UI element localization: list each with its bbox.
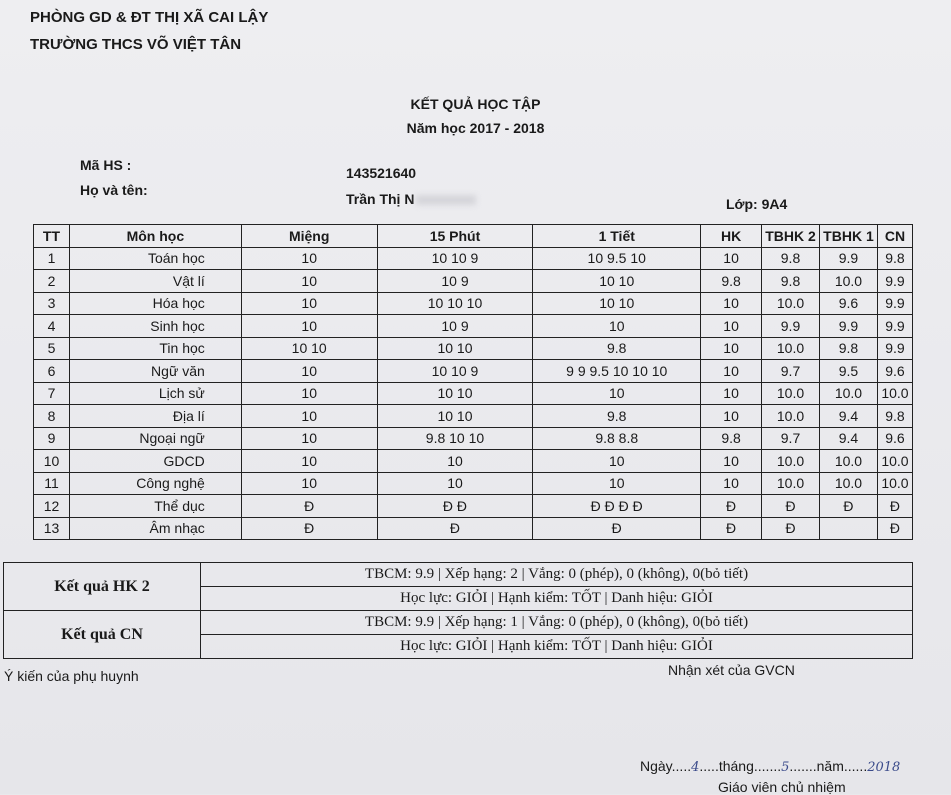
signature-date: Ngày.....4.....tháng.......5.......năm......2018 <box>640 758 901 775</box>
year-average: 9.9 <box>877 315 912 338</box>
semester-1-average: 10.0 <box>819 472 877 495</box>
table-row <box>34 360 913 383</box>
15-minute-scores: 10 10 9 <box>377 247 533 270</box>
semester-1-average: 10.0 <box>819 382 877 405</box>
1-period-scores: 9 9 9.5 10 10 10 <box>533 360 701 383</box>
semester-2-average: 10.0 <box>762 472 820 495</box>
semester-exam-score: 10 <box>701 360 762 383</box>
subject-name: Âm nhạc <box>69 517 241 540</box>
row-number: 3 <box>34 292 70 315</box>
oral-scores: 10 <box>241 247 377 270</box>
1-period-scores: 10 10 <box>533 270 701 293</box>
table-row <box>34 427 913 450</box>
row-number: 1 <box>34 247 70 270</box>
department-name: PHÒNG GD & ĐT THỊ XÃ CAI LẬY <box>30 9 269 26</box>
semester-1-average: 10.0 <box>819 270 877 293</box>
oral-scores: Đ <box>241 517 377 540</box>
student-id-label: Mã HS : <box>80 157 132 173</box>
date-day: 4 <box>691 760 700 775</box>
subject-name: Thể dục <box>69 495 241 518</box>
table-row <box>34 337 913 360</box>
oral-scores: 10 <box>241 292 377 315</box>
year-result-line1: TBCM: 9.9 | Xếp hạng: 1 | Vắng: 0 (phép), 0 (không), 0(bỏ tiết) <box>201 611 913 635</box>
table-row <box>34 315 913 338</box>
table-row <box>34 472 913 495</box>
15-minute-scores: 10 10 <box>377 337 533 360</box>
1-period-scores: 10 <box>533 472 701 495</box>
column-header: TT <box>34 225 70 248</box>
row-number: 12 <box>34 495 70 518</box>
oral-scores: 10 <box>241 382 377 405</box>
report-title: KẾT QUẢ HỌC TẬP <box>410 96 541 112</box>
subject-name: Tin học <box>69 337 241 360</box>
semester-1-average: Đ <box>819 495 877 518</box>
15-minute-scores: 10 10 10 <box>377 292 533 315</box>
column-header: TBHK 2 <box>762 225 820 248</box>
row-number: 6 <box>34 360 70 383</box>
subject-name: GDCD <box>69 450 241 473</box>
semester-exam-score: 10 <box>701 292 762 315</box>
oral-scores: 10 <box>241 472 377 495</box>
oral-scores: Đ <box>241 495 377 518</box>
year-average: 10.0 <box>877 472 912 495</box>
semester-1-average: 9.9 <box>819 247 877 270</box>
semester-2-average: 10.0 <box>762 405 820 428</box>
row-number: 9 <box>34 427 70 450</box>
year-average: Đ <box>877 517 912 540</box>
table-row <box>34 247 913 270</box>
semester-exam-score: 10 <box>701 315 762 338</box>
1-period-scores: 10 10 <box>533 292 701 315</box>
subject-name: Sinh học <box>69 315 241 338</box>
teacher-comment-label: Nhận xét của GVCN <box>668 662 795 678</box>
semester-2-average: 10.0 <box>762 450 820 473</box>
hk2-result-line1: TBCM: 9.9 | Xếp hạng: 2 | Vắng: 0 (phép), 0 (không), 0(bỏ tiết) <box>201 563 913 587</box>
parent-comment-label: Ý kiến của phụ huynh <box>4 668 139 684</box>
1-period-scores: Đ <box>533 517 701 540</box>
semester-exam-score: Đ <box>701 517 762 540</box>
year-result-line2: Học lực: GIỎI | Hạnh kiểm: TỐT | Danh hiệu: GIỎI <box>201 635 913 659</box>
subject-name: Công nghệ <box>69 472 241 495</box>
column-header: 1 Tiết <box>533 225 701 248</box>
table-row <box>34 405 913 428</box>
column-header: HK <box>701 225 762 248</box>
column-header: CN <box>877 225 912 248</box>
oral-scores: 10 <box>241 270 377 293</box>
student-name-value: Trần Thị N <box>346 191 476 207</box>
subject-name: Lịch sử <box>69 382 241 405</box>
semester-1-average: 9.6 <box>819 292 877 315</box>
15-minute-scores: 10 <box>377 450 533 473</box>
row-number: 8 <box>34 405 70 428</box>
1-period-scores: 9.8 <box>533 405 701 428</box>
oral-scores: 10 10 <box>241 337 377 360</box>
semester-2-average: 9.7 <box>762 360 820 383</box>
row-number: 11 <box>34 472 70 495</box>
semester-2-average: Đ <box>762 495 820 518</box>
semester-1-average: 10.0 <box>819 450 877 473</box>
year-average: 10.0 <box>877 382 912 405</box>
table-row <box>34 382 913 405</box>
subject-name: Địa lí <box>69 405 241 428</box>
oral-scores: 10 <box>241 427 377 450</box>
table-row <box>34 495 913 518</box>
year-average: 9.9 <box>877 292 912 315</box>
year-average: 9.9 <box>877 270 912 293</box>
1-period-scores: 9.8 8.8 <box>533 427 701 450</box>
semester-exam-score: 9.8 <box>701 427 762 450</box>
year-average: Đ <box>877 495 912 518</box>
subject-name: Ngữ văn <box>69 360 241 383</box>
15-minute-scores: 10 <box>377 472 533 495</box>
table-row <box>34 292 913 315</box>
student-id-value: 143521640 <box>346 165 417 181</box>
semester-1-average: 9.5 <box>819 360 877 383</box>
table-row <box>34 450 913 473</box>
hk2-result-line2: Học lực: GIỎI | Hạnh kiểm: TỐT | Danh hiệu: GIỎI <box>201 587 913 611</box>
row-number: 7 <box>34 382 70 405</box>
semester-2-average: 10.0 <box>762 382 820 405</box>
year-result-label: Kết quả CN <box>4 611 201 659</box>
grades-table <box>33 224 913 540</box>
oral-scores: 10 <box>241 315 377 338</box>
oral-scores: 10 <box>241 405 377 428</box>
1-period-scores: 10 <box>533 315 701 338</box>
semester-exam-score: 10 <box>701 382 762 405</box>
semester-1-average: 9.8 <box>819 337 877 360</box>
school-name: TRƯỜNG THCS VÕ VIỆT TÂN <box>30 36 242 53</box>
table-row <box>34 270 913 293</box>
column-header: 15 Phút <box>377 225 533 248</box>
subject-name: Toán học <box>69 247 241 270</box>
semester-1-average <box>819 517 877 540</box>
row-number: 4 <box>34 315 70 338</box>
class-value: 9A4 <box>761 196 788 212</box>
date-month: 5 <box>781 760 790 775</box>
oral-scores: 10 <box>241 450 377 473</box>
semester-2-average: Đ <box>762 517 820 540</box>
year-average: 9.6 <box>877 360 912 383</box>
semester-exam-score: 10 <box>701 405 762 428</box>
semester-1-average: 9.4 <box>819 427 877 450</box>
semester-exam-score: 10 <box>701 337 762 360</box>
semester-2-average: 10.0 <box>762 337 820 360</box>
column-header: TBHK 1 <box>819 225 877 248</box>
hk2-result-label: Kết quả HK 2 <box>4 563 201 611</box>
row-number: 10 <box>34 450 70 473</box>
1-period-scores: 10 <box>533 382 701 405</box>
semester-2-average: 9.8 <box>762 247 820 270</box>
table-header-row <box>34 225 913 248</box>
homeroom-teacher-label: Giáo viên chủ nhiệm <box>718 779 846 795</box>
year-average: 10.0 <box>877 450 912 473</box>
year-average: 9.8 <box>877 247 912 270</box>
year-average: 9.6 <box>877 427 912 450</box>
15-minute-scores: 10 10 <box>377 405 533 428</box>
15-minute-scores: 10 9 <box>377 315 533 338</box>
semester-2-average: 9.8 <box>762 270 820 293</box>
year-average: 9.9 <box>877 337 912 360</box>
semester-exam-score: 9.8 <box>701 270 762 293</box>
1-period-scores: 10 9.5 10 <box>533 247 701 270</box>
15-minute-scores: Đ Đ <box>377 495 533 518</box>
semester-exam-score: Đ <box>701 495 762 518</box>
year-average: 9.8 <box>877 405 912 428</box>
semester-1-average: 9.4 <box>819 405 877 428</box>
15-minute-scores: Đ <box>377 517 533 540</box>
subject-name: Vật lí <box>69 270 241 293</box>
table-row <box>34 517 913 540</box>
15-minute-scores: 9.8 10 10 <box>377 427 533 450</box>
15-minute-scores: 10 10 9 <box>377 360 533 383</box>
semester-2-average: 10.0 <box>762 292 820 315</box>
column-header: Môn học <box>69 225 241 248</box>
student-name-label: Họ và tên: <box>80 182 148 198</box>
15-minute-scores: 10 10 <box>377 382 533 405</box>
1-period-scores: 9.8 <box>533 337 701 360</box>
semester-2-average: 9.9 <box>762 315 820 338</box>
semester-exam-score: 10 <box>701 247 762 270</box>
school-year: Năm học 2017 - 2018 <box>406 120 545 136</box>
semester-exam-score: 10 <box>701 472 762 495</box>
row-number: 2 <box>34 270 70 293</box>
1-period-scores: Đ Đ Đ Đ <box>533 495 701 518</box>
subject-name: Ngoại ngữ <box>69 427 241 450</box>
column-header: Miệng <box>241 225 377 248</box>
summary-table <box>3 562 913 659</box>
semester-exam-score: 10 <box>701 450 762 473</box>
semester-1-average: 9.9 <box>819 315 877 338</box>
subject-name: Hóa học <box>69 292 241 315</box>
1-period-scores: 10 <box>533 450 701 473</box>
date-year: 2018 <box>867 760 901 775</box>
class-label-value: Lớp: 9A4 <box>726 196 788 212</box>
row-number: 5 <box>34 337 70 360</box>
oral-scores: 10 <box>241 360 377 383</box>
15-minute-scores: 10 9 <box>377 270 533 293</box>
row-number: 13 <box>34 517 70 540</box>
semester-2-average: 9.7 <box>762 427 820 450</box>
